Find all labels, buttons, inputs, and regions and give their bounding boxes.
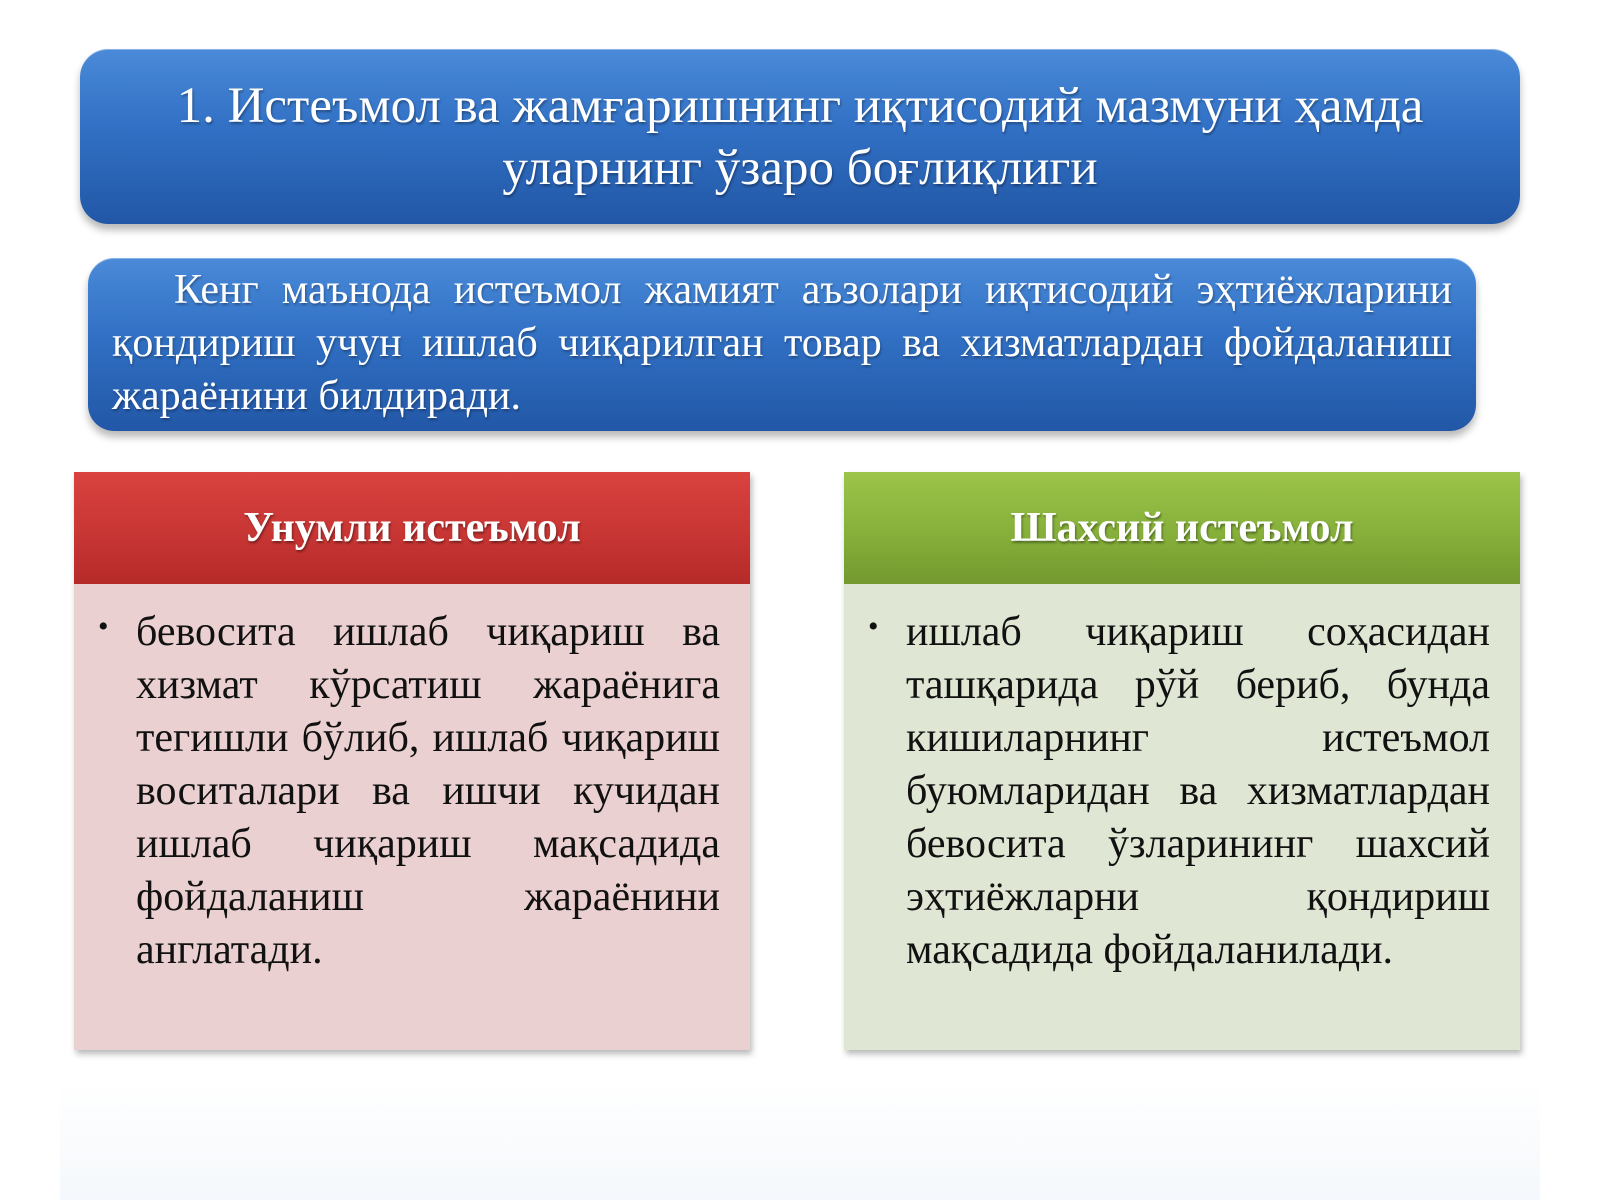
productive-consumption-body — [74, 584, 750, 1050]
slide-title: 1. Истеъмол ва жамғаришнинг иқтисодий мазмуни ҳамда уларнинг ўзаро боғлиқлиги — [176, 77, 1424, 196]
productive-consumption-panel — [74, 472, 750, 1050]
definition-text: Кенг маънода истеъмол жамият аъзолари иқтисодий эҳтиёжларини қондириш учун ишлаб чиқарилган товар ва хизматлардан фойдаланиш жараёнини билдиради. — [112, 267, 1452, 419]
productive-consumption-header: Унумли истеъмол — [74, 472, 750, 584]
decorative-bottom-glow — [60, 1080, 1540, 1200]
bullet-icon: • — [868, 610, 879, 643]
personal-consumption-body — [844, 584, 1520, 1050]
personal-consumption-text: ишлаб чиқариш соҳасидан ташқарида рўй бериб, бунда кишиларнинг истеъмол буюмларидан ва хизматлардан бевосита ўзларининг шахсий эҳтиёжларни қондириш мақсадида фойдаланилади. — [906, 609, 1490, 973]
personal-consumption-panel — [844, 472, 1520, 1050]
bullet-icon: • — [98, 610, 109, 643]
personal-consumption-header: Шахсий истеъмол — [844, 472, 1520, 584]
title-banner — [80, 49, 1520, 224]
definition-box — [88, 258, 1476, 431]
productive-consumption-text: бевосита ишлаб чиқариш ва хизмат кўрсатиш жараёнига тегишли бўлиб, ишлаб чиқариш воситалари ва ишчи кучидан ишлаб чиқариш мақсадида фойдаланиш жараёнини англатади. — [136, 609, 720, 973]
